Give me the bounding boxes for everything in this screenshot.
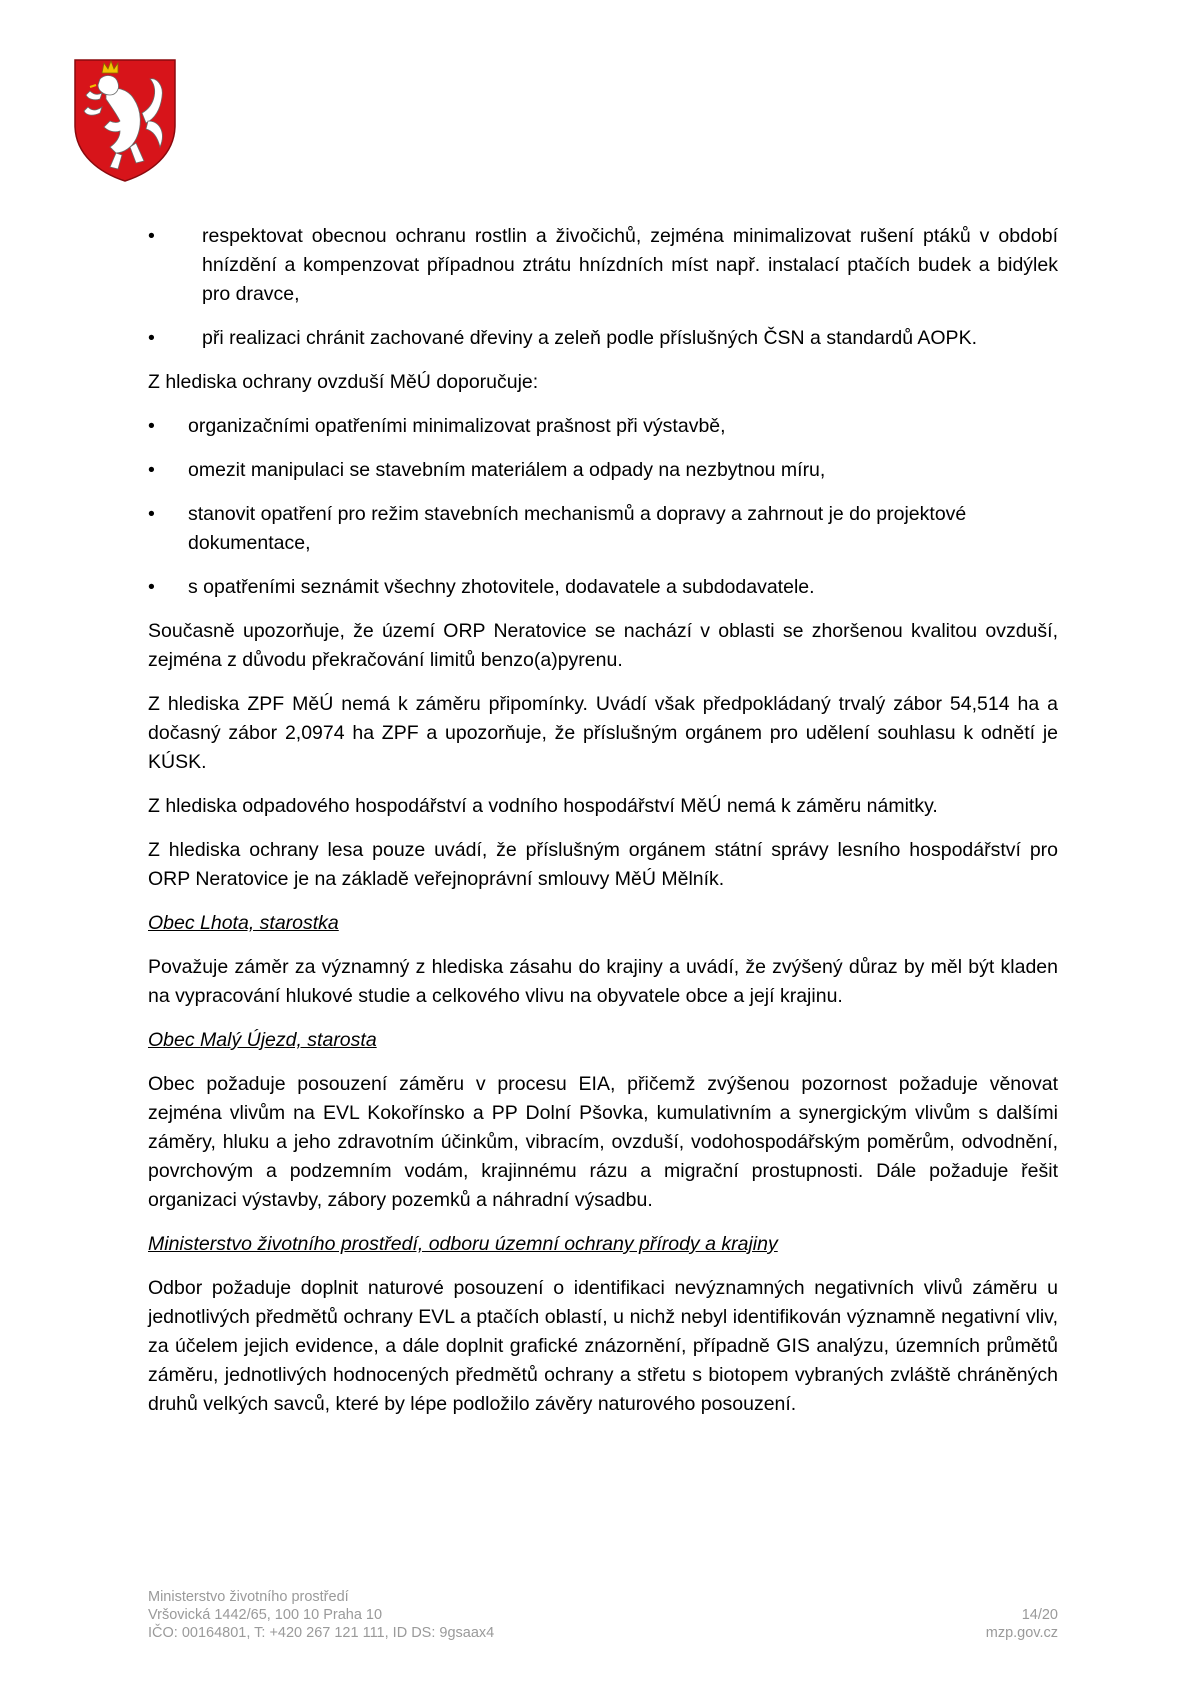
list-item-text: organizačními opatřeními minimalizovat prašnost při výstavbě, <box>188 415 726 437</box>
bullet-icon: • <box>148 225 155 247</box>
paragraph-waste: Z hlediska odpadového hospodářství a vodního hospodářství MěÚ nemá k záměru námitky. <box>148 795 938 817</box>
paragraph-mzp: Odbor požaduje doplnit naturové posouzení o identifikaci nevýznamných negativních vlivů záměru u jednotlivých předmětů ochrany EVL a ptačích oblastí, u nichž nebyl identifikován významně negativní vliv, za účelem jejich evidence, a dále doplnit grafické znázornění, případně GIS analýzu, územních průmětů záměru, jednotlivých hodnocených předmětů ochrany a střetu s biotopem vybraných zvláště chráněných druhů velkých savců, které by lépe podložilo závěry naturového posouzení. <box>148 1277 1058 1415</box>
bullet-icon: • <box>148 327 155 349</box>
paragraph-zpf: Z hlediska ZPF MěÚ nemá k záměru připomínky. Uvádí však předpokládaný trvalý zábor 54,514 ha a dočasný zábor 2,0974 ha ZPF a upozorňuje, že příslušným orgánem pro udělení souhlasu k odnětí je KÚSK. <box>148 693 1058 773</box>
bullet-icon: • <box>148 503 155 525</box>
list-item <box>148 324 1058 353</box>
list-item <box>148 222 1058 309</box>
list-item <box>148 500 1058 558</box>
list-item-text: respektovat obecnou ochranu rostlin a živočichů, zejména minimalizovat rušení ptáků v období hnízdění a kompenzovat případnou ztrátu hnízdních míst např. instalací ptačích budek a bidýlek pro dravce, <box>202 225 1058 305</box>
paragraph-lhota: Považuje záměr za významný z hlediska zásahu do krajiny a uvádí, že zvýšený důraz by měl být kladen na vypracování hlukové studie a celkového vlivu na obyvatele obce a její krajinu. <box>148 956 1058 1007</box>
list-item <box>148 412 1058 441</box>
page-number: 14/20 <box>1021 1607 1058 1623</box>
footer-org: Ministerstvo životního prostředí <box>148 1589 349 1605</box>
footer-address: Vršovická 1442/65, 100 10 Praha 10 <box>148 1607 383 1623</box>
heading-mzp: Ministerstvo životního prostředí, odboru územní ochrany přírody a krajiny <box>148 1233 778 1255</box>
list-item <box>148 456 1058 485</box>
air-intro: Z hlediska ochrany ovzduší MěÚ doporučuje: <box>148 371 539 393</box>
paragraph-air-quality: Současně upozorňuje, že území ORP Neratovice se nachází v oblasti se zhoršenou kvalitou ovzduší, zejména z důvodu překračování limitů benzo(a)pyrenu. <box>148 620 1058 671</box>
bullet-icon: • <box>148 576 155 598</box>
list-item-text: při realizaci chránit zachované dřeviny a zeleň podle příslušných ČSN a standardů AOPK. <box>202 327 977 349</box>
heading-maly-ujezd: Obec Malý Újezd, starosta <box>148 1029 377 1051</box>
footer-contact: IČO: 00164801, T: +420 267 121 111, ID DS: 9gsaax4 <box>148 1625 495 1641</box>
paragraph-maly-ujezd: Obec požaduje posouzení záměru v procesu EIA, přičemž zvýšenou pozornost požaduje věnovat zejména vlivům na EVL Kokořínsko a PP Dolní Pšovka, kumulativním a synergickým vlivům s dalšími záměry, hluku a jeho zdravotním účinkům, vibracím, ovzduší, vodohospodářským poměrům, odvodnění, povrchovým a podzemním vodám, krajinnému rázu a migrační prostupnosti. Dále požaduje řešit organizaci výstavby, zábory pozemků a náhradní výsadbu. <box>148 1073 1058 1211</box>
paragraph-forest: Z hlediska ochrany lesa pouze uvádí, že příslušným orgánem státní správy lesního hospodářství pro ORP Neratovice je na základě veřejnoprávní smlouvy MěÚ Mělník. <box>148 839 1058 890</box>
list-item-text: s opatřeními seznámit všechny zhotovitele, dodavatele a subdodavatele. <box>188 576 815 598</box>
list-item <box>148 573 1058 602</box>
list-item-text: stanovit opatření pro režim stavebních mechanismů a dopravy a zahrnout je do projektové dokumentace, <box>188 503 967 554</box>
heading-lhota: Obec Lhota, starostka <box>148 912 339 934</box>
bullet-icon: • <box>148 415 155 437</box>
footer-website: mzp.gov.cz <box>985 1625 1058 1641</box>
czech-coat-of-arms-icon <box>70 55 180 185</box>
bullet-icon: • <box>148 459 155 481</box>
list-item-text: omezit manipulaci se stavebním materiálem a odpady na nezbytnou míru, <box>188 459 826 481</box>
page-footer <box>148 1588 1058 1642</box>
